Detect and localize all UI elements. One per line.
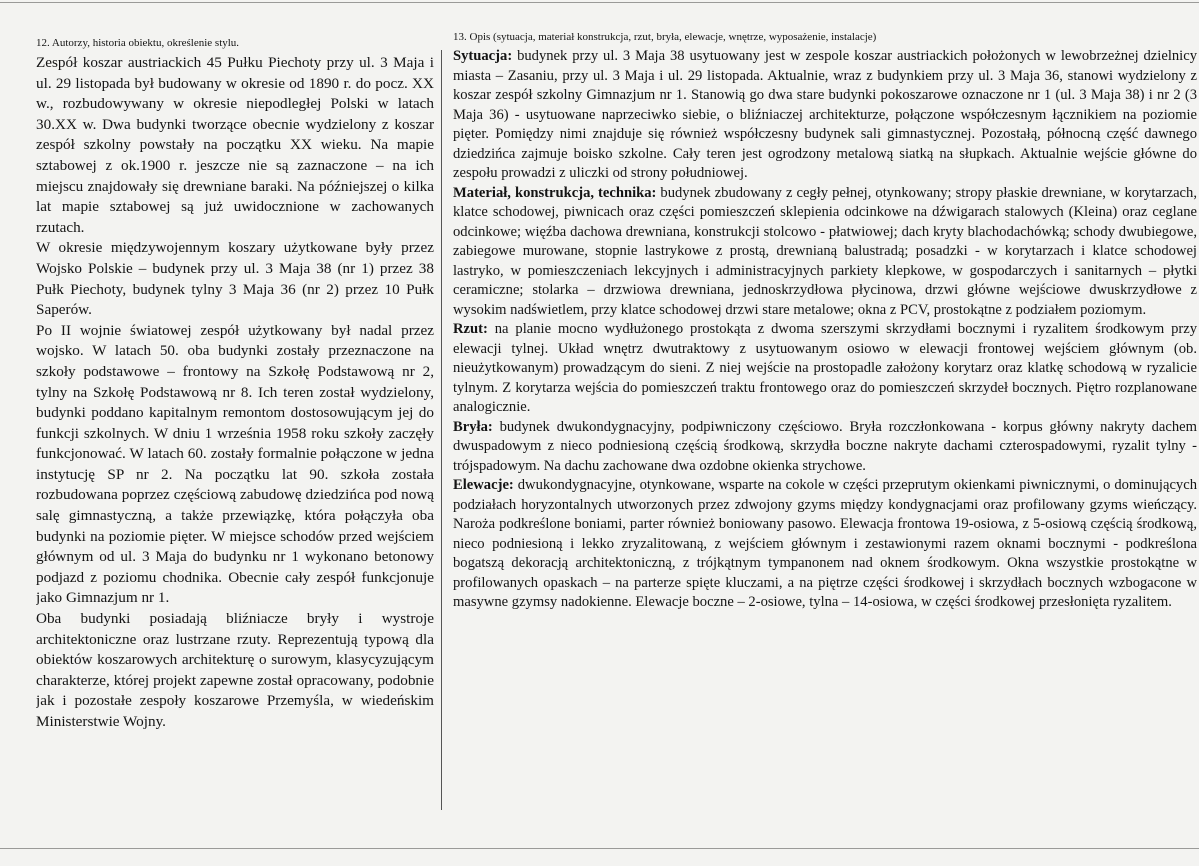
section-material-label: Materiał, konstrukcja, technika: <box>453 184 657 201</box>
description-heading: 13. Opis (sytuacja, materiał konstrukcja, rzut, bryła, elewacje, wnętrze, wyposażenie, instalacje) <box>453 31 877 43</box>
history-heading: 12. Autorzy, historia obiektu, określenie stylu. <box>36 37 240 49</box>
column-divider <box>441 50 442 810</box>
section-plan <box>453 320 1197 418</box>
history-paragraph-3: Po II wojnie światowej zespół użytkowany był nadal przez wojsko. W latach 50. oba budynki zostały przeznaczone na szkoły podstawowe – frontowy na Szkołę Podstawową nr 2, tylny na Szkołę Podstawową nr 8. Ich teren został wydzielony, budynki poddano kapitalnym remontom dostosowującym jej do funkcji szkolnych. W dniu 1 września 1958 roku szkoły zaczęły funkcjonować. W latach 60. zostały formalnie połączone w jedna instytucję SP nr 2. Na początku lat 90. szkoła została rozbudowana poprzez częściową zabudowę dziedzińca pod nową salę gimnastyczną, a także przewiązkę, która połączyła oba budynki na poziomie pięter. W miejsce schodów przed wejściem głównym od ul. 3 Maja do budynku nr 1 wykonano betonowy podjazd z poziomu chodnika. Obecnie cały zespół funkcjonuje jako Gimnazjum nr 1. <box>36 321 434 607</box>
history-paragraph-4: Oba budynki posiadają bliźniacze bryły i wystroje architektoniczne oraz lustrzane rzuty. Reprezentują typową dla obiektów koszarowych architekturę o surowym, klasycyzującym charakterze, której projekt zapewne został opracowany, podobnie jak i pozostałe zespoły koszarowe Przemyśla, w wiedeńskim Ministerstwie Wojny. <box>36 610 434 730</box>
section-massing-text: budynek dwukondygnacyjny, podpiwniczony częściowo. Bryła rozczłonkowana - korpus główny nakryty dachem dwuspadowym z nieco podniesioną częścią środkową, skrzydła boczne nakryte dachami czterospadowymi, ryzalit tylny - trójspadowym. Na dachu zachowane dwa ozdobne okienka strychowe. <box>453 418 1197 474</box>
bottom-scan-edge <box>0 848 1199 849</box>
section-situation <box>453 47 1197 184</box>
section-elevations-label: Elewacje: <box>453 477 514 493</box>
section-situation-label: Sytuacja: <box>453 48 513 64</box>
section-massing <box>453 418 1197 477</box>
top-scan-edge <box>0 2 1199 3</box>
section-plan-label: Rzut: <box>453 321 488 337</box>
section-massing-label: Bryła: <box>453 418 493 435</box>
history-paragraph-2: W okresie międzywojennym koszary użytkowane były przez Wojsko Polskie – budynek przy ul. 3 Maja 38 (nr 1) przez 38 Pułk Piechoty, budynek tylny 3 Maja 36 (nr 2) przez 10 Pułk Saperów. <box>36 239 434 319</box>
section-material <box>453 184 1197 321</box>
history-paragraph-1: Zespół koszar austriackich 45 Pułku Piechoty przy ul. 3 Maja i ul. 29 listopada był budowany w okresie od 1890 r. do pocz. XX w., rozbudowywany w okresie niepodległej Polski w latach 30.XX w. Dwa budynki tworzące obecnie wydzielony z koszar zespół szkolny powstały na początku XX wieku. Na mapie sztabowej z ok.1900 r. jeszcze nie są zaznaczone – na ich miejscu znajdowały się drewniane baraki. Na późniejszej o kilka lat mapie sztabowej są już uwidocznione w zachowanych rzutach. <box>36 54 434 236</box>
section-plan-text: na planie mocno wydłużonego prostokąta z dwoma szerszymi skrzydłami bocznymi i ryzalitem środkowym przy elewacji tylnej. Układ wnętrz dwutraktowy z usytuowanym osiowo w elewacji frontowej wejściem głównym (ob. nieużytkowanym) prowadzącym do sieni. Z niej wejście na prostopadle założony korytarz oraz klatkę schodową w ryzalicie tylnym. Z korytarza wejścia do pomieszczeń traktu frontowego oraz do pomieszczeń skrzydeł bocznych. Piętro rozplanowane analogicznie. <box>453 321 1197 415</box>
section-elevations-text: dwukondygnacyjne, otynkowane, wsparte na cokole w części przeprutym okienkami piwnicznymi, o dominujących podziałach horyzontalnych utworzonych przez zdwojony gzyms między kondygnacjami oraz profilowany gzyms wieńczący. Naroża podkreślone boniami, parter również boniowany pasowo. Elewacja frontowa 19-osiowa, z 5-osiową częścią środkową, nieco podniesioną i lekko zryzalitowaną, z wejściem głównym i zestawionymi razem oknami bocznymi - podkreślona bogatszą dekoracją architektoniczną, z trójkątnym tympanonem nad oknem środkowym. Okna wszystkie prostokątne w profilowanych opaskach – na parterze spięte kluczami, a na piętrze części środkowej i skrzydłach bocznych wzbogacone w masywne gzymsy nadokienne. Elewacje boczne – 2-osiowe, tylna – 14-osiowa, w części środkowej przesłonięta ryzalitem. <box>453 477 1197 610</box>
section-situation-text: budynek przy ul. 3 Maja 38 usytuowany jest w zespole koszar austriackich położonych w lewobrzeżnej dzielnicy miasta – Zasaniu, przy ul. 3 Maja i ul. 29 listopada. Aktualnie, wraz z budynkiem przy ul. 3 Maja 36, stanowi wydzielony z koszar zespół szkolny Gimnazjum nr 1. Stanowią go dwa stare budynki pokoszarowe oznaczone nr 1 (ul. 3 Maja 38) i nr 2 (3 Maja 36) - usytuowane naprzeciwko siebie, o bliźniaczej architekturze, połączone współczesnym łącznikiem na poziomie pięter. Pomiędzy nimi znajduje się również współczesny budynek sali gimnastycznej. Pozostałą, północną część dawnego dziedzińca zajmuje boisko szkolne. Cały teren jest ogrodzony metalową siatką na słupkach. Aktualnie wejście główne do zespołu prowadzi z uliczki od strony południowej. <box>453 48 1197 181</box>
section-elevations <box>453 476 1197 613</box>
section-material-text: budynek zbudowany z cegły pełnej, otynkowany; stropy płaskie drewniane, w korytarzach, klatce schodowej, piwnicach oraz części pomieszczeń sklepienia odcinkowe na dźwigarach stalowych (Kleina) oraz ceglane odcinkowe; więźba dachowa drewniana, konstrukcji stolcowo - płatwiowej; dach kryty blachodachówką; schody dwubiegowe, zabiegowe murowane, stopnie lastrykowe z prostą, drewnianą balustradą; posadzki - w korytarzach i klatce schodowej lastryko, w pomieszczeniach lekcyjnych i administracyjnych parkiety klepkowe, w gospodarczych i sanitarnych – płytki ceramiczne; stolarka – drzwiowa drewniana, jednoskrzydłowa płycinowa, drzwi główne wejściowe dwuskrzydłowe z wysokim nadświetlem, przy klatce schodowej drzwi stare metalowe; okna z PCV, prostokątne z podziałem poziomym. <box>453 184 1197 318</box>
description-column <box>453 30 1197 790</box>
history-column <box>36 36 434 733</box>
